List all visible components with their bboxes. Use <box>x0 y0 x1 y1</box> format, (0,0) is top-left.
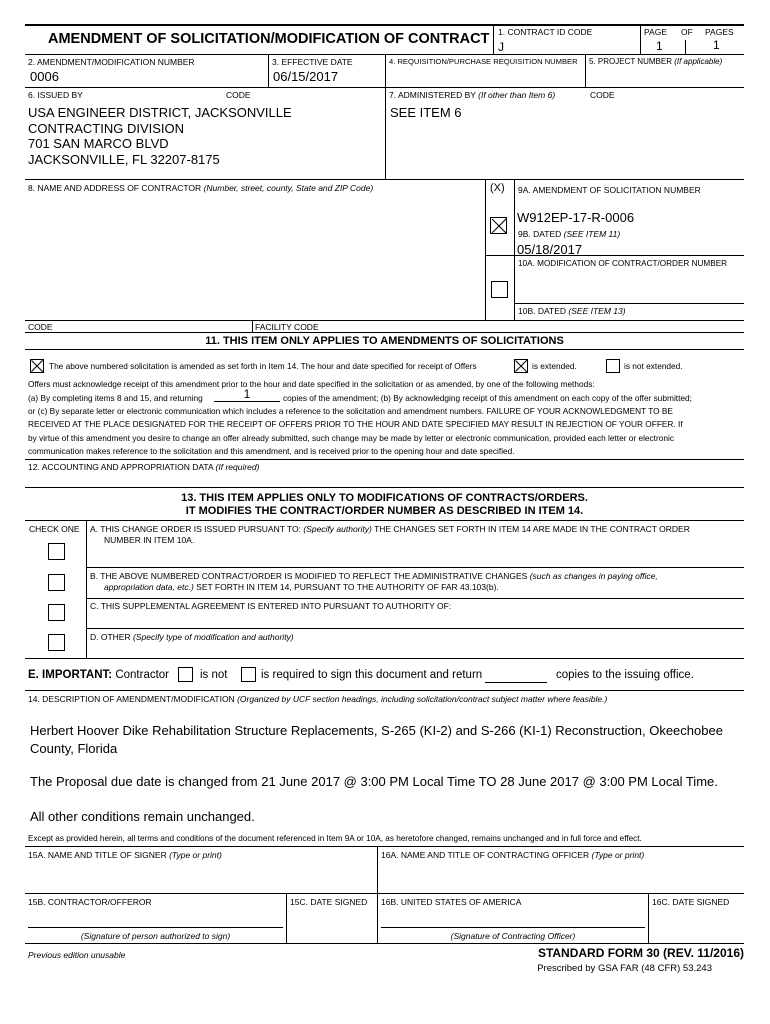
item13c-text: C. THIS SUPPLEMENTAL AGREEMENT IS ENTERED INTO PURSUANT TO AUTHORITY OF: <box>90 601 452 611</box>
item11-heading: 11. THIS ITEM ONLY APPLIES TO AMENDMENTS OF SOLICITATIONS <box>205 335 564 347</box>
top-border <box>25 24 744 26</box>
item13a-text-3: NUMBER IN ITEM 10A. <box>104 535 195 545</box>
item13-heading-2: IT MODIFIES THE CONTRACT/ORDER NUMBER AS DESCRIBED IN ITEM 14. <box>185 505 584 517</box>
x-column-label: (X) <box>490 182 505 194</box>
vrule-x-right <box>514 179 515 320</box>
amendment-solicitation-value[interactable]: W912EP-17-R-0006 <box>517 210 635 225</box>
important-row <box>28 668 169 682</box>
issued-by-line: CONTRACTING DIVISION <box>28 120 185 136</box>
administered-by-label-text: 7. ADMINISTERED BY <box>389 90 476 100</box>
item13a-text-note: (Specify authority) <box>303 524 372 534</box>
contractor-code-label: CODE <box>28 322 53 332</box>
important-copies-blank[interactable] <box>485 682 547 683</box>
item13d-text <box>90 632 294 642</box>
contractor-address-label-text: 8. NAME AND ADDRESS OF CONTRACTOR <box>28 183 202 193</box>
rule-10a <box>514 303 744 304</box>
form-name: STANDARD FORM 30 (REV. 11/2016) <box>537 946 744 960</box>
dated-9b-label-note: (SEE ITEM 11) <box>563 229 621 239</box>
rule-x-mid <box>485 255 514 256</box>
copies-count-value[interactable]: 1 <box>214 388 280 402</box>
item11-line3b: copies of the amendment; (b) By acknowledging receipt of this amendment on each copy of the offer submitted; <box>283 393 692 403</box>
important-is-not: is not <box>200 669 228 681</box>
accounting-data-label <box>28 462 259 472</box>
item13b-text-note: (such as changes in paying office, <box>529 571 658 581</box>
checkbox-13d[interactable] <box>48 634 65 651</box>
rule-sign-a <box>25 893 744 894</box>
rule-item11-heading <box>25 349 744 350</box>
rule-row6 <box>25 179 744 180</box>
rule-13b <box>86 567 744 568</box>
signer-name-label-note: (Type or print) <box>169 850 222 860</box>
signature-officer-caption-text: (Signature of Contracting Officer) <box>450 931 576 941</box>
description-para3[interactable]: All other conditions remain unchanged. <box>30 809 255 824</box>
vrule-x-left <box>485 179 486 320</box>
administered-by-value[interactable]: SEE ITEM 6 <box>390 105 462 120</box>
item11-line4: or (c) By separate letter or electronic communication which includes a reference to the solicitation and amendment numbers. FAILURE OF YOUR ACKNOWLEDGMENT TO BE <box>28 406 673 416</box>
description-label <box>28 694 607 704</box>
item13b-text-1: B. THE ABOVE NUMBERED CONTRACT/ORDER IS MODIFIED TO REFLECT THE ADMINISTRATIVE CHANGES <box>90 571 528 581</box>
signature-officer-caption <box>381 931 645 941</box>
item11-line3a: (a) By completing items 8 and 15, and returning <box>28 393 203 403</box>
vrule-title <box>493 24 494 54</box>
page-value[interactable]: 1 <box>656 39 663 53</box>
description-para1-line1: Herbert Hoover Dike Rehabilitation Structure Replacements, S-265 (KI-2) and S-266 (KI-1) Reconstruction, Okeechobee <box>30 723 723 738</box>
item13b-text <box>90 571 658 581</box>
vrule-16c <box>648 893 649 943</box>
vrule-16a <box>377 846 378 943</box>
prescribed-by: Prescribed by GSA FAR (48 CFR) 53.243 <box>537 963 712 974</box>
officer-name-label <box>381 850 644 860</box>
facility-code-label: FACILITY CODE <box>255 322 319 332</box>
contract-id-value[interactable]: J <box>498 40 504 54</box>
item13a-text-1: A. THIS CHANGE ORDER IS ISSUED PURSUANT TO: <box>90 524 301 534</box>
item11-line1: The above numbered solicitation is amended as set forth in Item 14. The hour and date specified for receipt of Offers <box>49 361 477 371</box>
item13b-text-note-2: appropriation data, etc.) <box>104 582 194 592</box>
item11-line2: Offers must acknowledge receipt of this amendment prior to the hour and date specified in the solicitation or as amended, by one of the following methods: <box>28 379 595 389</box>
checkbox-13c[interactable] <box>48 604 65 621</box>
vrule-r2c <box>585 54 586 87</box>
item11-line5: RECEIVED AT THE PLACE DESIGNATED FOR THE RECEIPT OF OFFERS PRIOR TO THE HOUR AND DATE SPECIFIED MAY RESULT IN REJECTION OF YOUR OFFER. If <box>28 419 683 429</box>
important-label: E. IMPORTANT: <box>28 669 113 681</box>
contractor-offeror-label: 15B. CONTRACTOR/OFFEROR <box>28 897 152 907</box>
dated-9b-value[interactable]: 05/18/2017 <box>517 242 583 257</box>
amendment-number-label: 2. AMENDMENT/MODIFICATION NUMBER <box>28 57 195 67</box>
signature-line-contractor[interactable] <box>28 927 283 928</box>
officer-name-label-text: 16A. NAME AND TITLE OF CONTRACTING OFFICER <box>381 850 590 860</box>
issued-by-label: 6. ISSUED BY <box>28 90 83 100</box>
description-para1-line2: County, Florida <box>30 741 118 756</box>
checkbox-item11-amended[interactable] <box>30 359 44 373</box>
administered-by-label <box>389 90 555 100</box>
checkbox-13b[interactable] <box>48 574 65 591</box>
except-statement: Except as provided herein, all terms and conditions of the document referenced in Item 9A or 10A, as heretofore changed, remains unchanged and in full force and effect. <box>28 834 642 843</box>
requisition-label: 4. REQUISITION/PURCHASE REQUISITION NUMBER <box>389 57 578 66</box>
dated-9b-label <box>518 229 620 239</box>
vrule-page-mid <box>685 40 686 54</box>
vrule-r2a <box>268 54 269 87</box>
item13b-text-line2 <box>104 582 499 592</box>
pages-label: PAGES <box>705 27 734 37</box>
item13b-text-2: SET FORTH IN ITEM 14, PURSUANT TO THE AUTHORITY OF FAR 43.103(b). <box>196 582 499 592</box>
description-body[interactable] <box>30 722 723 758</box>
officer-name-label-note: (Type or print) <box>591 850 645 860</box>
administered-by-label-note: (If other than Item 6) <box>478 90 556 100</box>
important-is-required: is required to sign this document and return <box>261 669 483 681</box>
item13a-text-2: THE CHANGES SET FORTH IN ITEM 14 ARE MADE IN THE CONTRACT ORDER <box>374 524 690 534</box>
of-label: OF <box>681 27 693 37</box>
issued-by-address[interactable] <box>28 105 292 167</box>
important-copies: copies to the issuing office. <box>556 669 694 681</box>
signer-name-label-text: 15A. NAME AND TITLE OF SIGNER <box>28 850 167 860</box>
rule-sign-b <box>25 943 744 944</box>
administered-code-label: CODE <box>590 90 615 100</box>
vrule-page <box>640 24 641 54</box>
amendment-solicitation-label: 9A. AMENDMENT OF SOLICITATION NUMBER <box>518 185 701 195</box>
item13d-text-note: (Specify type of modification and authority) <box>133 632 294 642</box>
vrule-check <box>86 520 87 658</box>
signer-name-label <box>28 850 222 860</box>
dated-9b-label-text: 9B. DATED <box>518 229 562 239</box>
checkbox-is-not[interactable] <box>178 667 193 682</box>
check-one-label: CHECK ONE <box>29 524 80 534</box>
description-para2[interactable]: The Proposal due date is changed from 21 June 2017 @ 3:00 PM Local Time TO 28 June 2017 @ 3:00 PM Local Time. <box>30 774 718 789</box>
rule-code-top <box>25 320 744 321</box>
dated-10b-label-text: 10B. DATED <box>518 306 567 316</box>
is-extended-label: is extended. <box>532 361 577 371</box>
date-signed-15c-label: 15C. DATE SIGNED <box>290 897 368 907</box>
usa-label: 16B. UNITED STATES OF AMERICA <box>381 897 522 907</box>
description-label-text: 14. DESCRIPTION OF AMENDMENT/MODIFICATION <box>28 694 235 704</box>
contractor-address-label-note: (Number, street, county, State and ZIP Code) <box>203 183 374 193</box>
project-number-label-note: (If applicable) <box>674 57 723 66</box>
signature-person-caption <box>28 931 283 941</box>
checkbox-10a[interactable] <box>491 281 508 298</box>
form-title: AMENDMENT OF SOLICITATION/MODIFICATION OF CONTRACT <box>48 31 490 47</box>
effective-date-label: 3. EFFECTIVE DATE <box>272 57 353 67</box>
rule-13d <box>86 628 744 629</box>
is-not-extended-label: is not extended. <box>624 361 683 371</box>
item11-line6: by virtue of this amendment you desire to change an offer already submitted, such change may be made by letter or electronic communication, provided each letter or electronic <box>28 433 674 443</box>
item13-heading-1: 13. THIS ITEM APPLIES ONLY TO MODIFICATIONS OF CONTRACTS/ORDERS. <box>181 492 588 504</box>
issued-by-line: 701 SAN MARCO BLVD <box>28 136 169 151</box>
rule-item13-top <box>25 487 744 488</box>
checkbox-is-not-extended[interactable] <box>606 359 620 373</box>
pages-value[interactable]: 1 <box>713 38 720 52</box>
rule-13-bottom <box>25 658 744 659</box>
rule-important-bottom <box>25 690 744 691</box>
previous-edition-note-text: Previous edition unusable <box>28 950 126 960</box>
important-contractor: Contractor <box>115 669 170 681</box>
signature-line-officer[interactable] <box>381 927 645 928</box>
contractor-address-label <box>28 183 373 193</box>
rule-item13-grid <box>25 520 744 521</box>
issued-by-line: USA ENGINEER DISTRICT, JACKSONVILLE <box>28 105 292 120</box>
issued-by-code-label: CODE <box>226 90 251 100</box>
date-signed-16c-label: 16C. DATE SIGNED <box>652 897 730 907</box>
checkbox-9a-checked[interactable] <box>490 217 507 234</box>
item11-line7: communication makes reference to the solicitation and this amendment, and is received prior to the opening hour and date specified. <box>28 446 515 456</box>
vrule-r2b <box>385 54 386 179</box>
vrule-15c-left <box>286 893 287 943</box>
item13d-text-1: D. OTHER <box>90 632 131 642</box>
checkbox-is-required[interactable] <box>241 667 256 682</box>
item13a-text <box>90 524 690 534</box>
accounting-data-label-note: (If required) <box>215 462 260 472</box>
rule-item12 <box>25 459 744 460</box>
rule-item14-bottom <box>25 846 744 847</box>
description-label-note: (Organized by UCF section headings, including solicitation/contract subject matter where feasible.) <box>237 694 608 704</box>
signature-person-caption-text: (Signature of person authorized to sign) <box>80 931 231 941</box>
rule-code-bottom <box>25 332 744 333</box>
previous-edition-note <box>28 950 125 960</box>
dated-10b-label <box>518 306 626 316</box>
rule-13c <box>86 598 744 599</box>
contract-id-label: 1. CONTRACT ID CODE <box>498 27 593 37</box>
project-number-label-text: 5. PROJECT NUMBER <box>589 57 672 66</box>
vrule-facility <box>252 320 253 332</box>
page-label: PAGE <box>644 27 667 37</box>
dated-10b-label-note: (SEE ITEM 13) <box>568 306 626 316</box>
amendment-number-value[interactable]: 0006 <box>30 69 59 84</box>
effective-date-value[interactable]: 06/15/2017 <box>273 69 339 84</box>
checkbox-13a[interactable] <box>48 543 65 560</box>
project-number-label <box>589 57 722 67</box>
issued-by-line: JACKSONVILLE, FL 32207-8175 <box>28 151 220 167</box>
checkbox-is-extended[interactable] <box>514 359 528 373</box>
accounting-data-label-text: 12. ACCOUNTING AND APPROPRIATION DATA <box>28 462 214 472</box>
modification-contract-label: 10A. MODIFICATION OF CONTRACT/ORDER NUMBER <box>518 259 728 268</box>
